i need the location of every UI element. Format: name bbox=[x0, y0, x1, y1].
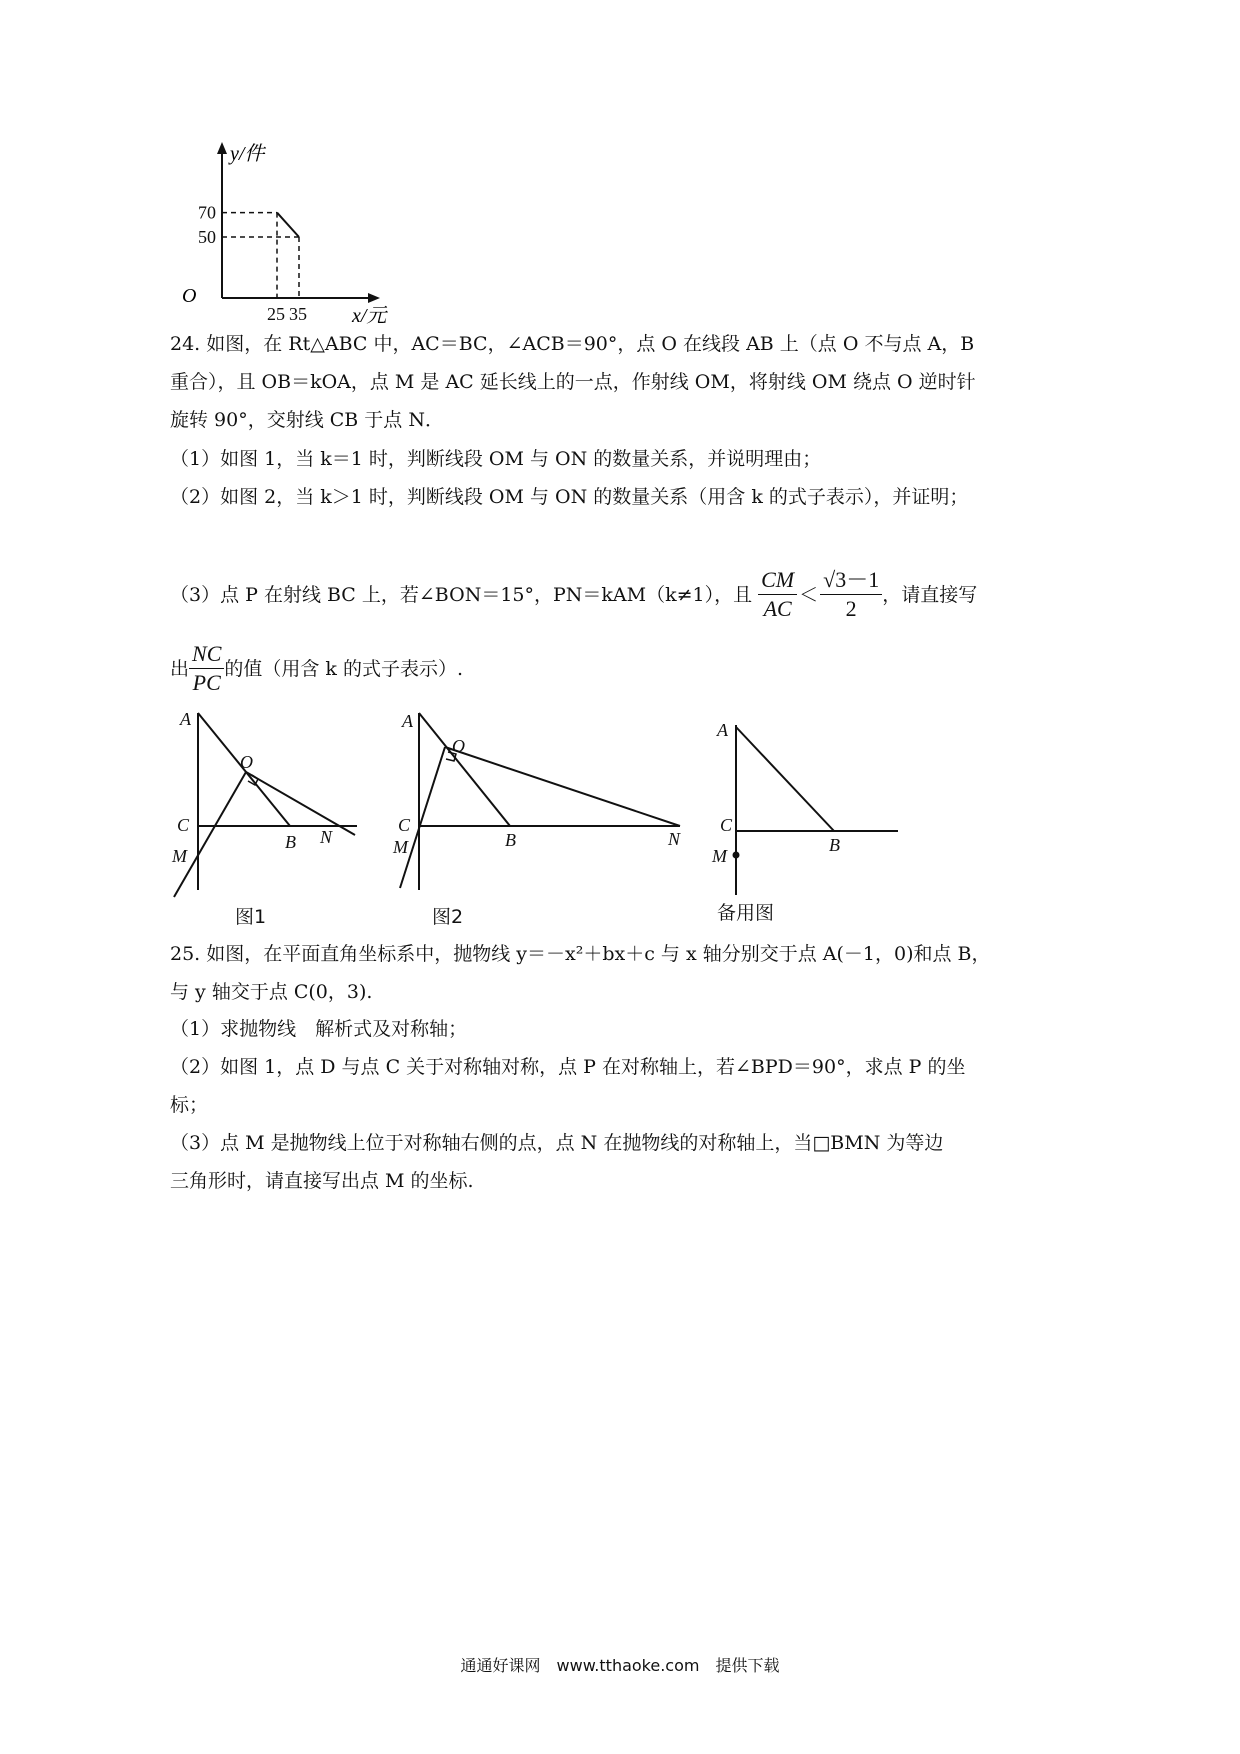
y-tick-label: 70 bbox=[198, 202, 216, 223]
x-axis-label: x/元 bbox=[352, 305, 387, 327]
fraction-cm-ac bbox=[758, 566, 797, 623]
y-axis-label: y/件 bbox=[230, 143, 265, 165]
y-axis-arrow bbox=[217, 142, 227, 154]
q24-line2: 重合），且 OB＝kOA，点 M 是 AC 延长线上的一点，作射线 OM，将射线 OM 绕点 O 逆时针 bbox=[170, 371, 976, 393]
label-c: C bbox=[398, 815, 411, 835]
page-footer: 通通好课网 www.tthaoke.com 提供下载 bbox=[460, 1656, 780, 1675]
figure-spare bbox=[734, 725, 899, 895]
q24-part3-row2 bbox=[170, 640, 463, 697]
q24-line1: 24. 如图，在 Rt△ABC 中，AC＝BC，∠ACB＝90°，点 O 在线段 AB 上（点 O 不与点 A，B bbox=[170, 333, 975, 355]
q24-part3-pre: 出 bbox=[170, 657, 190, 680]
q25-part3a: （3）点 M 是抛物线上位于对称轴右侧的点，点 N 在抛物线的对称轴上，当□BMN 为等边 bbox=[170, 1132, 944, 1154]
label-n: N bbox=[320, 827, 333, 847]
figure-spare-caption: 备用图 bbox=[717, 902, 775, 924]
fraction-denominator: 2 bbox=[845, 596, 857, 621]
q24-part1: （1）如图 1，当 k＝1 时，判断线段 OM 与 ON 的数量关系，并说明理由； bbox=[170, 448, 822, 470]
label-b: B bbox=[505, 830, 516, 850]
q24-part3-post: 的值（用含 k 的式子表示）. bbox=[224, 657, 464, 680]
figure-2-caption: 图2 bbox=[432, 906, 464, 928]
label-b: B bbox=[285, 832, 296, 852]
label-o: O bbox=[452, 736, 465, 756]
label-a: A bbox=[402, 711, 413, 731]
label-m: M bbox=[393, 837, 408, 857]
fraction-denominator: AC bbox=[763, 596, 792, 621]
label-m: M bbox=[712, 846, 727, 866]
x-axis-arrow bbox=[368, 293, 380, 303]
fraction-nc-pc bbox=[189, 640, 224, 697]
y-tick-label: 50 bbox=[198, 227, 216, 247]
series-line bbox=[277, 213, 299, 237]
x-tick-label: 35 bbox=[289, 304, 307, 324]
q24-part3-tail: ，请直接写 bbox=[882, 583, 978, 606]
q25-line2: 与 y 轴交于点 C(0，3). bbox=[170, 981, 373, 1003]
q25-part2a: （2）如图 1，点 D 与点 C 关于对称轴对称，点 P 在对称轴上，若∠BPD＝90°，求点 P 的坐 bbox=[170, 1056, 966, 1078]
price-quantity-graph bbox=[180, 140, 440, 355]
label-c: C bbox=[720, 815, 733, 835]
geometry-figures bbox=[160, 705, 960, 935]
figure-2 bbox=[400, 713, 680, 890]
less-than-sign: ＜ bbox=[799, 583, 819, 606]
label-o: O bbox=[240, 752, 253, 772]
q25-part3b: 三角形时，请直接写出点 M 的坐标. bbox=[170, 1170, 474, 1192]
label-n: N bbox=[668, 829, 681, 849]
fraction-numerator: CM bbox=[758, 566, 797, 595]
figure-1 bbox=[174, 713, 357, 897]
q25-line1: 25. 如图，在平面直角坐标系中，抛物线 y＝－x²＋bx＋c 与 x 轴分别交于点 A(－1，0)和点 B， bbox=[170, 943, 991, 965]
label-a: A bbox=[717, 720, 728, 740]
q25-part1: （1）求抛物线 解析式及对称轴； bbox=[170, 1018, 468, 1040]
label-a: A bbox=[180, 709, 191, 729]
q24-part2: （2）如图 2，当 k＞1 时，判断线段 OM 与 ON 的数量关系（用含 k 的式子表示），并证明； bbox=[170, 486, 969, 508]
label-b: B bbox=[829, 835, 840, 855]
fraction-sqrt3 bbox=[820, 566, 882, 623]
q24-line3: 旋转 90°，交射线 CB 于点 N． bbox=[170, 409, 444, 431]
q25-part2b: 标； bbox=[170, 1094, 209, 1116]
fraction-numerator: √3－1 bbox=[820, 566, 882, 595]
origin-label: O bbox=[182, 285, 197, 307]
label-c: C bbox=[177, 815, 190, 835]
label-m: M bbox=[172, 846, 187, 866]
fraction-numerator: NC bbox=[189, 640, 224, 669]
q24-part3-text: （3）点 P 在射线 BC 上，若∠BON＝15°，PN＝kAM（k≠1），且 bbox=[170, 583, 753, 606]
fraction-denominator: PC bbox=[192, 670, 221, 695]
q24-part3-row bbox=[170, 566, 977, 623]
figure-1-caption: 图1 bbox=[235, 906, 267, 928]
x-tick-label: 25 bbox=[267, 304, 285, 324]
